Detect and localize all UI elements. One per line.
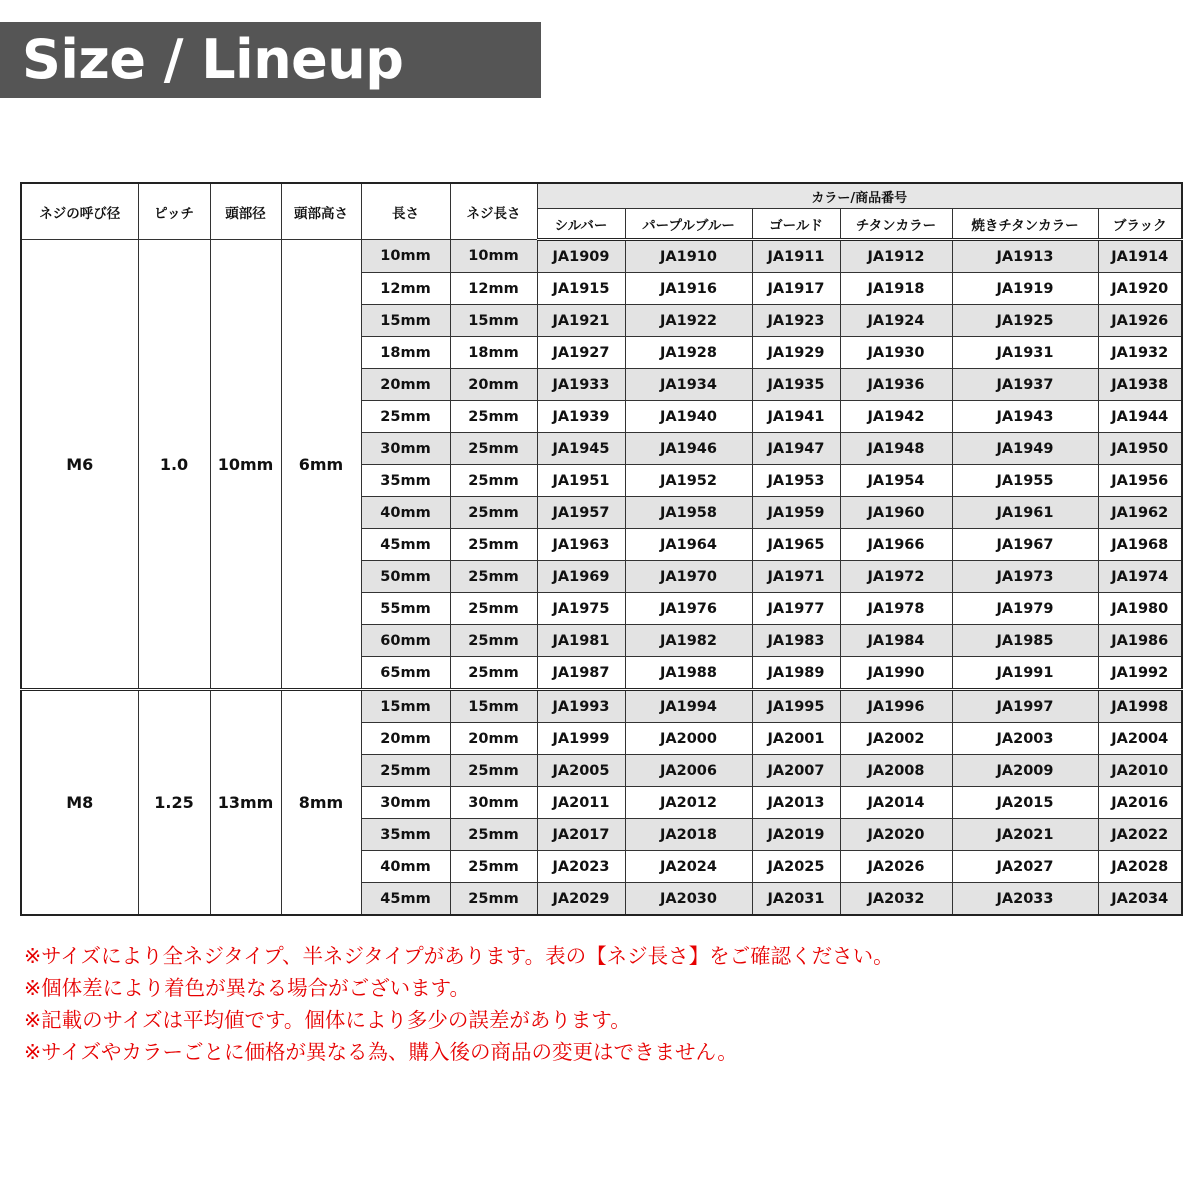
product-code-cell: JA1949 (952, 433, 1098, 465)
nominal-size-cell: M8 (21, 690, 138, 916)
length-cell: 35mm (361, 465, 450, 497)
product-code-cell: JA1962 (1098, 497, 1182, 529)
product-code-cell: JA2027 (952, 851, 1098, 883)
product-code-cell: JA1946 (625, 433, 752, 465)
product-code-cell: JA1966 (840, 529, 952, 561)
thread-length-cell: 25mm (450, 433, 537, 465)
product-code-cell: JA1912 (840, 240, 952, 273)
product-code-cell: JA1968 (1098, 529, 1182, 561)
product-code-cell: JA1920 (1098, 273, 1182, 305)
product-code-cell: JA1995 (752, 690, 840, 723)
product-code-cell: JA1990 (840, 657, 952, 690)
length-cell: 50mm (361, 561, 450, 593)
nominal-size-cell: M6 (21, 240, 138, 690)
thread-length-cell: 25mm (450, 401, 537, 433)
product-code-cell: JA1943 (952, 401, 1098, 433)
header-color-silver: シルバー (537, 209, 625, 240)
product-code-cell: JA1969 (537, 561, 625, 593)
product-code-cell: JA1985 (952, 625, 1098, 657)
product-code-cell: JA1937 (952, 369, 1098, 401)
product-code-cell: JA1956 (1098, 465, 1182, 497)
product-code-cell: JA1931 (952, 337, 1098, 369)
product-code-cell: JA2021 (952, 819, 1098, 851)
length-cell: 35mm (361, 819, 450, 851)
product-code-cell: JA1971 (752, 561, 840, 593)
length-cell: 18mm (361, 337, 450, 369)
product-code-cell: JA1953 (752, 465, 840, 497)
product-code-cell: JA1939 (537, 401, 625, 433)
product-code-cell: JA1925 (952, 305, 1098, 337)
thread-length-cell: 25mm (450, 561, 537, 593)
product-code-cell: JA1942 (840, 401, 952, 433)
product-code-cell: JA1941 (752, 401, 840, 433)
table-row (21, 690, 1182, 723)
product-code-cell: JA2024 (625, 851, 752, 883)
product-code-cell: JA1961 (952, 497, 1098, 529)
product-code-cell: JA1974 (1098, 561, 1182, 593)
length-cell: 20mm (361, 369, 450, 401)
product-code-cell: JA1992 (1098, 657, 1182, 690)
thread-length-cell: 25mm (450, 755, 537, 787)
pitch-cell: 1.0 (138, 240, 210, 690)
product-code-cell: JA2004 (1098, 723, 1182, 755)
product-code-cell: JA1913 (952, 240, 1098, 273)
product-code-cell: JA2031 (752, 883, 840, 916)
product-code-cell: JA2006 (625, 755, 752, 787)
header-color-burnt-titanium: 焼きチタンカラー (952, 209, 1098, 240)
product-code-cell: JA1979 (952, 593, 1098, 625)
thread-length-cell: 25mm (450, 819, 537, 851)
length-cell: 45mm (361, 883, 450, 916)
product-code-cell: JA1980 (1098, 593, 1182, 625)
length-cell: 40mm (361, 851, 450, 883)
thread-length-cell: 25mm (450, 465, 537, 497)
length-cell: 15mm (361, 305, 450, 337)
product-code-cell: JA1929 (752, 337, 840, 369)
product-code-cell: JA2001 (752, 723, 840, 755)
product-code-cell: JA1998 (1098, 690, 1182, 723)
product-code-cell: JA1984 (840, 625, 952, 657)
thread-length-cell: 25mm (450, 883, 537, 916)
product-code-cell: JA2032 (840, 883, 952, 916)
product-code-cell: JA2008 (840, 755, 952, 787)
product-code-cell: JA2009 (952, 755, 1098, 787)
product-code-cell: JA2016 (1098, 787, 1182, 819)
header-color-gold: ゴールド (752, 209, 840, 240)
header-head-diameter: 頭部径 (210, 183, 281, 240)
note-item: ※サイズにより全ネジタイプ、半ネジタイプがあります。表の【ネジ長さ】をご確認ください。 (24, 944, 894, 968)
product-code-cell: JA1911 (752, 240, 840, 273)
product-code-cell: JA1959 (752, 497, 840, 529)
product-code-cell: JA1993 (537, 690, 625, 723)
product-code-cell: JA1940 (625, 401, 752, 433)
size-lineup-table (20, 182, 1183, 916)
head-height-cell: 6mm (281, 240, 361, 690)
product-code-cell: JA2020 (840, 819, 952, 851)
length-cell: 25mm (361, 401, 450, 433)
length-cell: 25mm (361, 755, 450, 787)
product-code-cell: JA1910 (625, 240, 752, 273)
product-code-cell: JA1967 (952, 529, 1098, 561)
product-code-cell: JA2003 (952, 723, 1098, 755)
header-color-titanium: チタンカラー (840, 209, 952, 240)
product-code-cell: JA1928 (625, 337, 752, 369)
product-code-cell: JA2014 (840, 787, 952, 819)
product-code-cell: JA2018 (625, 819, 752, 851)
product-code-cell: JA1922 (625, 305, 752, 337)
product-code-cell: JA1964 (625, 529, 752, 561)
thread-length-cell: 30mm (450, 787, 537, 819)
product-code-cell: JA1976 (625, 593, 752, 625)
thread-length-cell: 25mm (450, 593, 537, 625)
product-code-cell: JA1918 (840, 273, 952, 305)
note-item: ※個体差により着色が異なる場合がございます。 (24, 976, 471, 1000)
table-row (21, 240, 1182, 273)
product-code-cell: JA2010 (1098, 755, 1182, 787)
thread-length-cell: 15mm (450, 690, 537, 723)
product-code-cell: JA2017 (537, 819, 625, 851)
length-cell: 60mm (361, 625, 450, 657)
product-code-cell: JA1991 (952, 657, 1098, 690)
product-code-cell: JA2015 (952, 787, 1098, 819)
product-code-cell: JA1936 (840, 369, 952, 401)
length-cell: 30mm (361, 787, 450, 819)
header-thread-length: ネジ長さ (450, 183, 537, 240)
header-color-black: ブラック (1098, 209, 1182, 240)
product-code-cell: JA1926 (1098, 305, 1182, 337)
product-code-cell: JA1932 (1098, 337, 1182, 369)
product-code-cell: JA1982 (625, 625, 752, 657)
header-length: 長さ (361, 183, 450, 240)
product-code-cell: JA2013 (752, 787, 840, 819)
length-cell: 55mm (361, 593, 450, 625)
note-item: ※記載のサイズは平均値です。個体により多少の誤差があります。 (24, 1008, 631, 1032)
product-code-cell: JA2028 (1098, 851, 1182, 883)
product-code-cell: JA1915 (537, 273, 625, 305)
head-height-cell: 8mm (281, 690, 361, 916)
header-nominal: ネジの呼び径 (21, 183, 138, 240)
length-cell: 45mm (361, 529, 450, 561)
product-code-cell: JA1935 (752, 369, 840, 401)
product-code-cell: JA1975 (537, 593, 625, 625)
product-code-cell: JA1972 (840, 561, 952, 593)
length-cell: 65mm (361, 657, 450, 690)
head-diameter-cell: 10mm (210, 240, 281, 690)
pitch-cell: 1.25 (138, 690, 210, 916)
header-pitch: ピッチ (138, 183, 210, 240)
thread-length-cell: 25mm (450, 497, 537, 529)
product-code-cell: JA2026 (840, 851, 952, 883)
product-code-cell: JA1921 (537, 305, 625, 337)
product-code-cell: JA2007 (752, 755, 840, 787)
product-code-cell: JA1938 (1098, 369, 1182, 401)
thread-length-cell: 25mm (450, 529, 537, 561)
product-code-cell: JA1989 (752, 657, 840, 690)
product-code-cell: JA1909 (537, 240, 625, 273)
product-code-cell: JA2000 (625, 723, 752, 755)
product-code-cell: JA1914 (1098, 240, 1182, 273)
thread-length-cell: 25mm (450, 657, 537, 690)
product-code-cell: JA1987 (537, 657, 625, 690)
product-code-cell: JA1945 (537, 433, 625, 465)
page-title: Size / Lineup (0, 22, 541, 98)
table-header (21, 183, 1182, 240)
product-code-cell: JA2033 (952, 883, 1098, 916)
product-code-cell: JA1954 (840, 465, 952, 497)
thread-length-cell: 12mm (450, 273, 537, 305)
product-code-cell: JA1948 (840, 433, 952, 465)
thread-length-cell: 20mm (450, 723, 537, 755)
product-code-cell: JA1963 (537, 529, 625, 561)
product-code-cell: JA1934 (625, 369, 752, 401)
product-code-cell: JA1951 (537, 465, 625, 497)
length-cell: 10mm (361, 240, 450, 273)
product-code-cell: JA2029 (537, 883, 625, 916)
product-code-cell: JA1923 (752, 305, 840, 337)
product-code-cell: JA1970 (625, 561, 752, 593)
product-code-cell: JA1947 (752, 433, 840, 465)
product-code-cell: JA1996 (840, 690, 952, 723)
thread-length-cell: 15mm (450, 305, 537, 337)
table-body (21, 240, 1182, 916)
product-code-cell: JA1960 (840, 497, 952, 529)
product-code-cell: JA1981 (537, 625, 625, 657)
thread-length-cell: 25mm (450, 851, 537, 883)
product-code-cell: JA2002 (840, 723, 952, 755)
product-code-cell: JA1930 (840, 337, 952, 369)
note-item: ※サイズやカラーごとに価格が異なる為、購入後の商品の変更はできません。 (24, 1040, 738, 1064)
thread-length-cell: 25mm (450, 625, 537, 657)
product-code-cell: JA1978 (840, 593, 952, 625)
thread-length-cell: 20mm (450, 369, 537, 401)
product-code-cell: JA1924 (840, 305, 952, 337)
header-color-group: カラー/商品番号 (537, 183, 1182, 209)
product-code-cell: JA1977 (752, 593, 840, 625)
product-code-cell: JA2034 (1098, 883, 1182, 916)
product-code-cell: JA1917 (752, 273, 840, 305)
product-code-cell: JA1983 (752, 625, 840, 657)
product-code-cell: JA2025 (752, 851, 840, 883)
product-code-cell: JA1933 (537, 369, 625, 401)
product-code-cell: JA1999 (537, 723, 625, 755)
product-code-cell: JA1916 (625, 273, 752, 305)
product-code-cell: JA1997 (952, 690, 1098, 723)
product-code-cell: JA1955 (952, 465, 1098, 497)
product-code-cell: JA2011 (537, 787, 625, 819)
length-cell: 15mm (361, 690, 450, 723)
product-code-cell: JA1965 (752, 529, 840, 561)
length-cell: 20mm (361, 723, 450, 755)
length-cell: 12mm (361, 273, 450, 305)
product-code-cell: JA1919 (952, 273, 1098, 305)
product-code-cell: JA1988 (625, 657, 752, 690)
header-color-purple-blue: パープルブルー (625, 209, 752, 240)
product-code-cell: JA2005 (537, 755, 625, 787)
length-cell: 30mm (361, 433, 450, 465)
product-code-cell: JA2019 (752, 819, 840, 851)
product-code-cell: JA1944 (1098, 401, 1182, 433)
thread-length-cell: 18mm (450, 337, 537, 369)
product-code-cell: JA1952 (625, 465, 752, 497)
head-diameter-cell: 13mm (210, 690, 281, 916)
notes-list (24, 940, 894, 1068)
product-code-cell: JA2012 (625, 787, 752, 819)
product-code-cell: JA1927 (537, 337, 625, 369)
product-code-cell: JA2023 (537, 851, 625, 883)
thread-length-cell: 10mm (450, 240, 537, 273)
length-cell: 40mm (361, 497, 450, 529)
product-code-cell: JA1986 (1098, 625, 1182, 657)
product-code-cell: JA1950 (1098, 433, 1182, 465)
product-code-cell: JA2022 (1098, 819, 1182, 851)
product-code-cell: JA2030 (625, 883, 752, 916)
product-code-cell: JA1994 (625, 690, 752, 723)
header-head-height: 頭部高さ (281, 183, 361, 240)
product-code-cell: JA1958 (625, 497, 752, 529)
product-code-cell: JA1957 (537, 497, 625, 529)
product-code-cell: JA1973 (952, 561, 1098, 593)
